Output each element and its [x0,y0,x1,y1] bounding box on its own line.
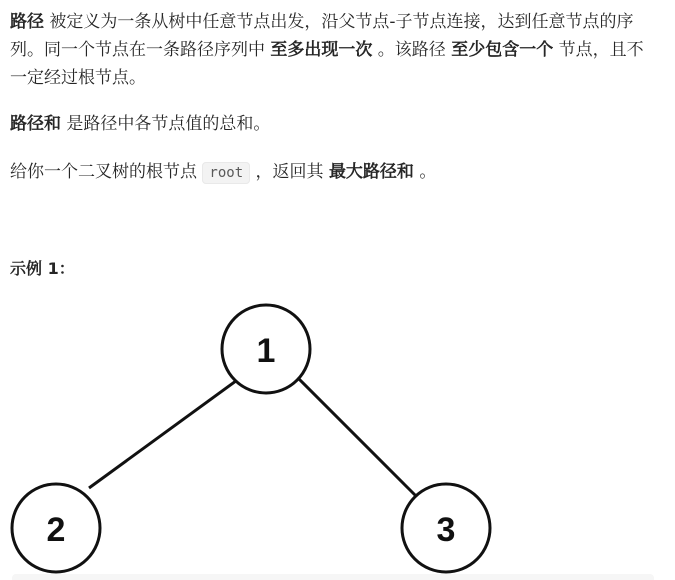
root-code: root [202,162,250,184]
definition-paragraph [10,8,660,92]
binary-tree-diagram [0,290,520,574]
tree-node-left [12,484,100,572]
path-term: 路径 [10,12,44,32]
task-text-1: 给你一个二叉树的根节点 [10,162,203,182]
node-left-value: 2 [46,511,66,549]
task-text-3: 。 [413,162,437,182]
path-sum-term: 路径和 [10,114,61,134]
tree-node-root [222,305,310,393]
node-root-value: 1 [256,332,276,370]
path-sum-text: 是路径中各节点值的总和。 [61,114,271,134]
example-code-block-edge [12,574,654,580]
at-least-one-term: 至少包含一个 [451,40,554,60]
max-path-sum-term: 最大路径和 [328,162,414,182]
task-paragraph [10,158,660,187]
definition-text-2: 。该路径 [372,40,452,60]
tree-node-right [402,484,490,572]
path-sum-paragraph [10,110,660,138]
at-most-once-term: 至多出现一次 [270,40,373,60]
edge-root-left [89,378,240,488]
example-title: 示例 1： [10,259,75,278]
edge-root-right [298,378,416,496]
definition-text-1: 被定义为一条从树中任意节点出发，沿父节点-子节点连接，达到任意节点的序列。同一个节点在一条路径序列中 [10,12,634,60]
node-right-value: 3 [436,511,456,549]
definition-text-3: 节点，且不一定经过根节点。 [10,40,644,88]
task-text-2: ，返回其 [250,162,329,182]
